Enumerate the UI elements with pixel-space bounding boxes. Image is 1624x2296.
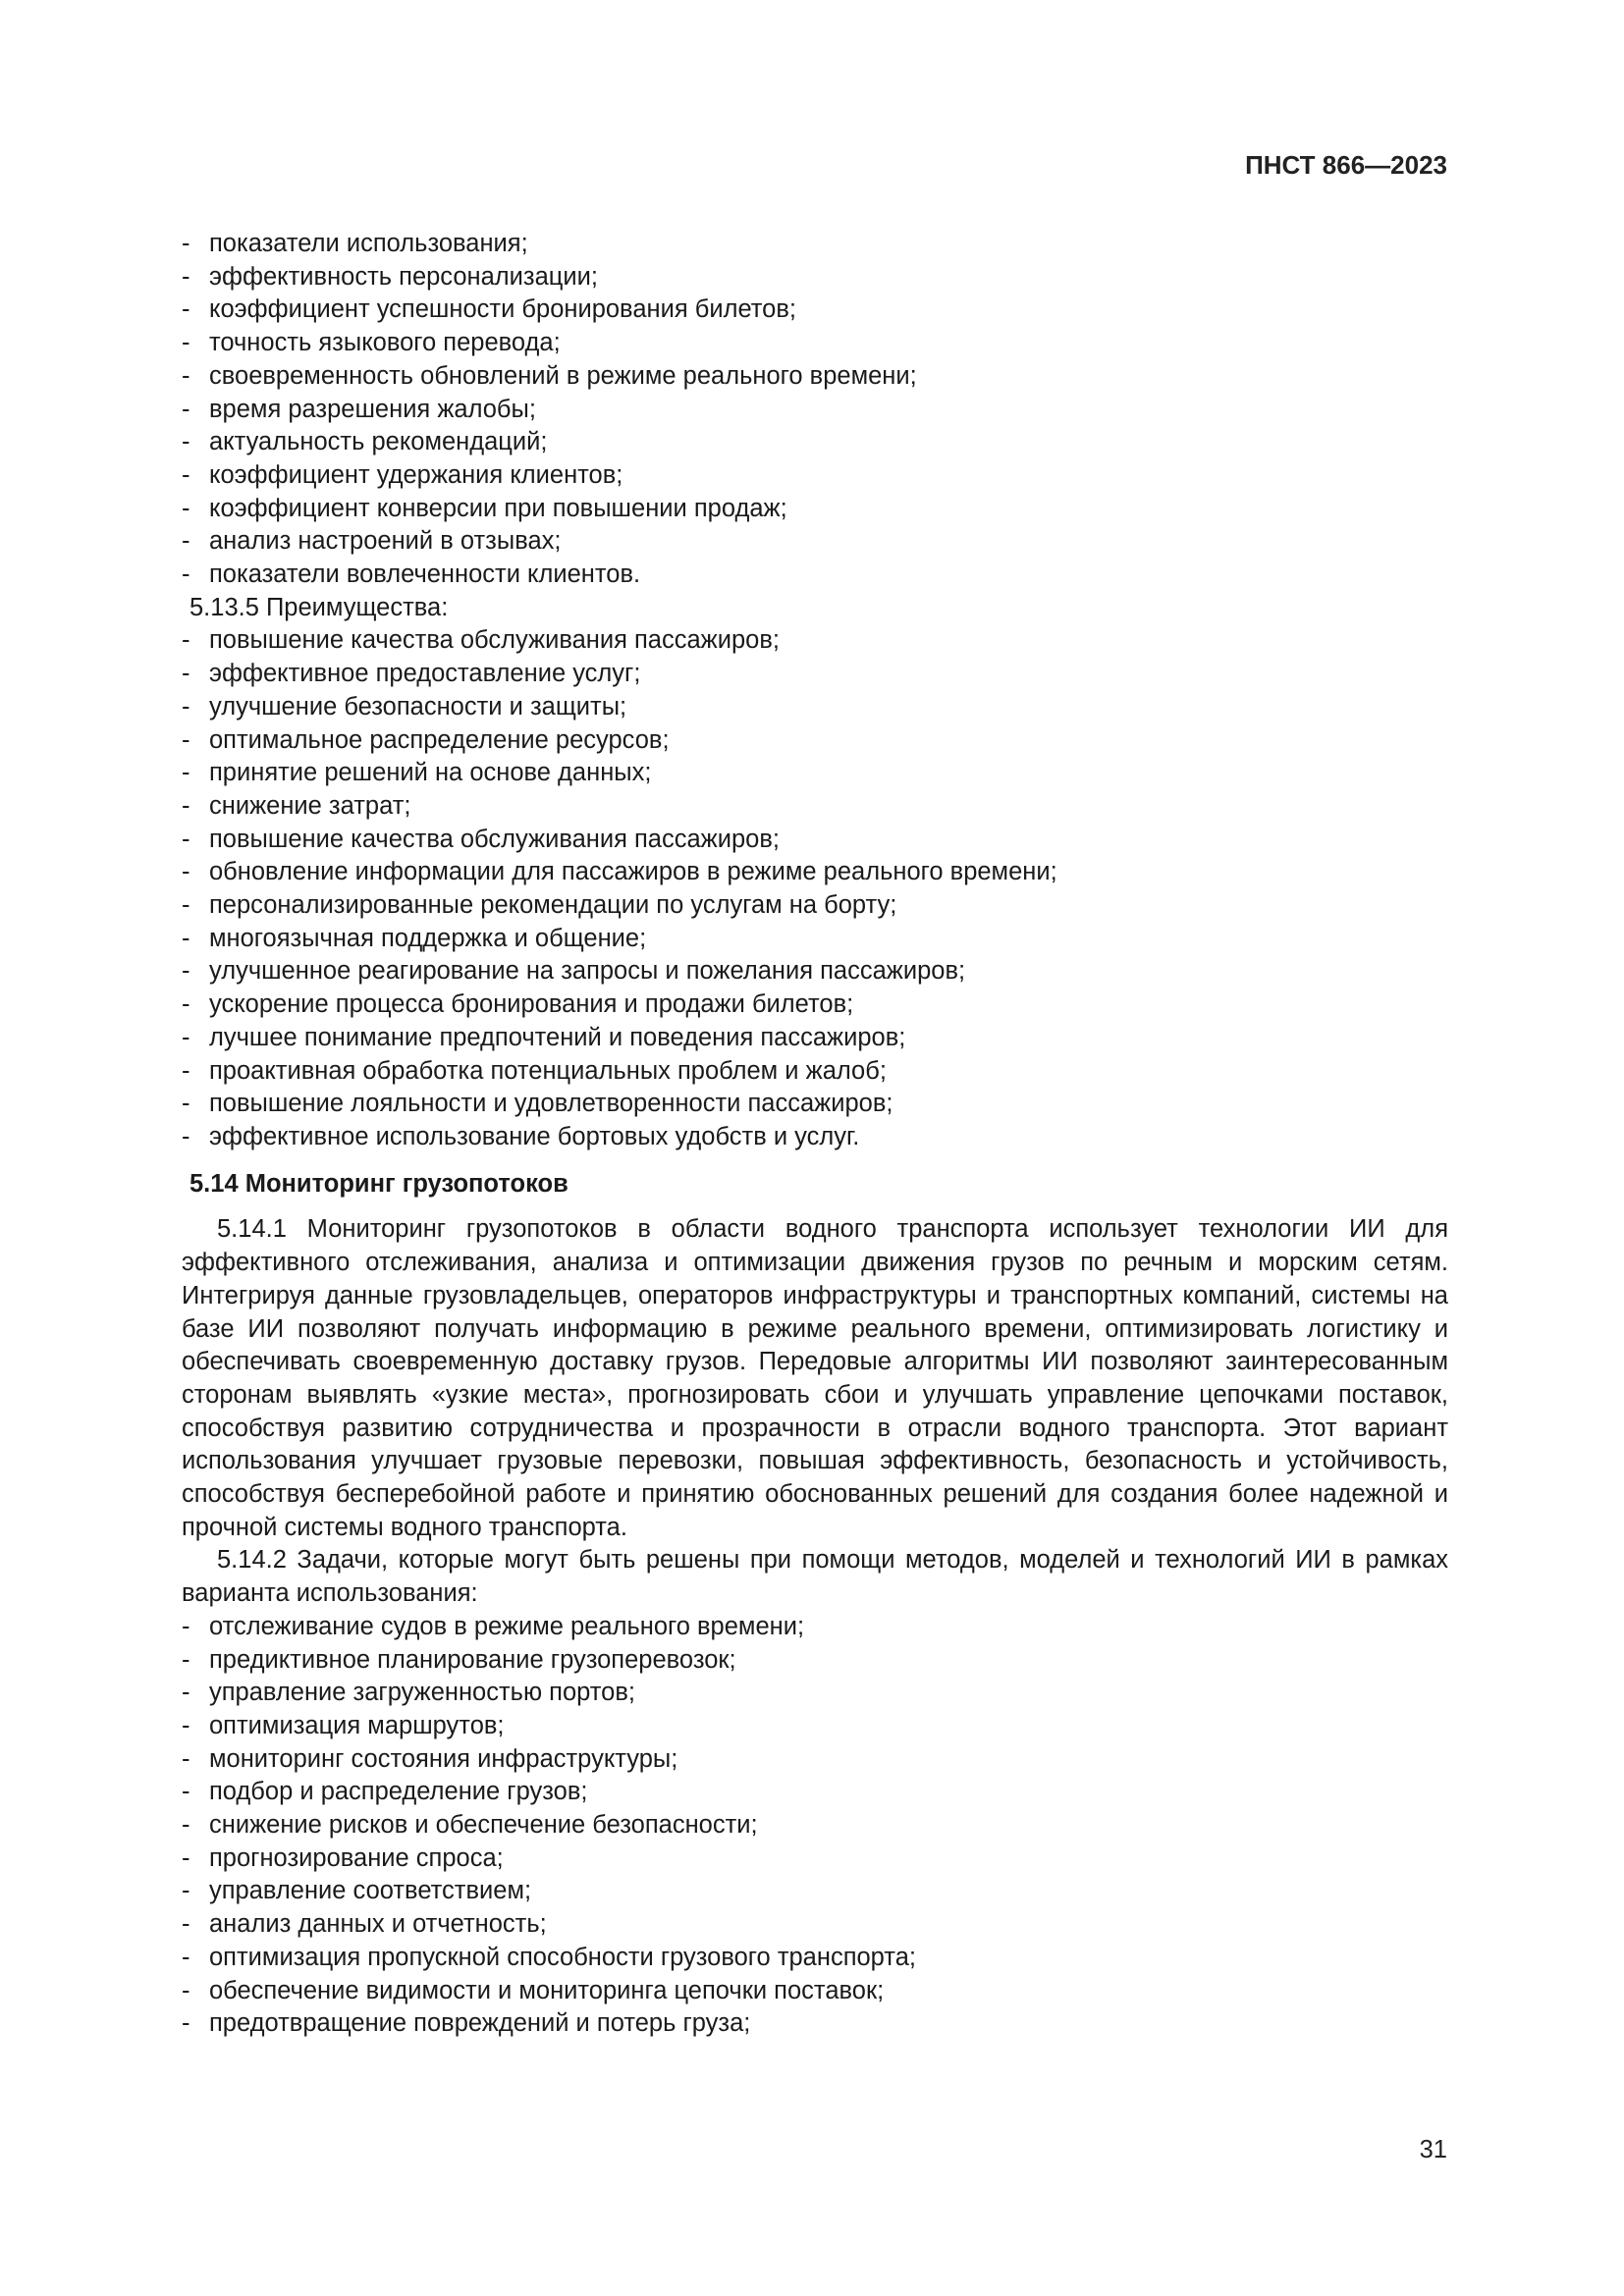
list-item: - показатели вовлеченности клиентов. — [182, 559, 1448, 592]
list-item: - лучшее понимание предпочтений и поведения пассажиров; — [182, 1022, 1448, 1055]
list-item: - анализ данных и отчетность; — [182, 1908, 1448, 1942]
list-item: - оптимальное распределение ресурсов; — [182, 724, 1448, 758]
list-item: - обновление информации для пассажиров в режиме реального времени; — [182, 856, 1448, 889]
list-item: - повышение качества обслуживания пассажиров; — [182, 824, 1448, 857]
list-item: - коэффициент удержания клиентов; — [182, 459, 1448, 493]
list-item: - обеспечение видимости и мониторинга цепочки поставок; — [182, 1975, 1448, 2008]
list-item: - персонализированные рекомендации по услугам на борту; — [182, 889, 1448, 923]
list-item: - мониторинг состояния инфраструктуры; — [182, 1743, 1448, 1777]
list-item: - предотвращение повреждений и потерь груза; — [182, 2007, 1448, 2041]
list-item: - многоязычная поддержка и общение; — [182, 923, 1448, 956]
paragraph-5-14-2: 5.14.2 Задачи, которые могут быть решены при помощи методов, моделей и технологий ИИ в рамках варианта использования: — [182, 1546, 1448, 1608]
list-item: - предиктивное планирование грузоперевозок; — [182, 1644, 1448, 1678]
list-item: - принятие решений на основе данных; — [182, 757, 1448, 790]
list-item: - отслеживание судов в режиме реального времени; — [182, 1611, 1448, 1644]
list-item: - проактивная обработка потенциальных проблем и жалоб; — [182, 1055, 1448, 1089]
list-item: - анализ настроений в отзывах; — [182, 525, 1448, 559]
tasks-list — [182, 1611, 1448, 2041]
benefits-list — [182, 624, 1448, 1153]
list-item: - снижение рисков и обеспечение безопасности; — [182, 1809, 1448, 1842]
list-item: - коэффициент конверсии при повышении продаж; — [182, 493, 1448, 526]
page-content — [182, 228, 1448, 2041]
section-heading-5-14: 5.14 Мониторинг грузопотоков — [189, 1169, 568, 1198]
paragraph-5-14-1: 5.14.1 Мониторинг грузопотоков в области водного транспорта использует технологии ИИ для эффективного отслеживания, анализа и оптимизации движения грузов по речным и морским сетям. Интегрируя данные грузовладельцев, операторов инфраструктуры и транспортных компаний, системы на базе ИИ позволяют получать информацию в режиме реального времени, оптимизировать логистику и обеспечивать своевременную доставку грузов. Передовые алгоритмы ИИ позволяют заинтересованным сторонам выявлять «узкие места», прогнозировать сбои и улучшать управление цепочками поставок, способствуя развитию сотрудничества и прозрачности в отрасли водного транспорта. Этот вариант использования улучшает грузовые перевозки, повышая эффективность, безопасность и устойчивость, способствуя бесперебойной работе и принятию обоснованных решений для создания более надежной и прочной системы водного транспорта. — [182, 1215, 1448, 1541]
list-item: - оптимизация маршрутов; — [182, 1710, 1448, 1743]
list-item: - улучшение безопасности и защиты; — [182, 691, 1448, 724]
list-item: - повышение качества обслуживания пассажиров; — [182, 624, 1448, 658]
list-item: - прогнозирование спроса; — [182, 1842, 1448, 1876]
list-item: - эффективность персонализации; — [182, 261, 1448, 294]
list-item: - коэффициент успешности бронирования билетов; — [182, 294, 1448, 327]
metrics-list — [182, 228, 1448, 592]
list-item: - подбор и распределение грузов; — [182, 1776, 1448, 1809]
document-id-header: ПНСТ 866—2023 — [1245, 150, 1447, 180]
list-item: - снижение затрат; — [182, 790, 1448, 824]
list-item: - ускорение процесса бронирования и продажи билетов; — [182, 988, 1448, 1022]
list-item: - показатели использования; — [182, 228, 1448, 261]
list-item: - управление соответствием; — [182, 1875, 1448, 1908]
list-item: - точность языкового перевода; — [182, 327, 1448, 360]
list-item: - улучшенное реагирование на запросы и пожелания пассажиров; — [182, 955, 1448, 988]
list-item: - своевременность обновлений в режиме реального времени; — [182, 360, 1448, 394]
list-item: - оптимизация пропускной способности грузового транспорта; — [182, 1942, 1448, 1975]
list-item: - управление загруженностью портов; — [182, 1677, 1448, 1710]
list-item: - эффективное предоставление услуг; — [182, 658, 1448, 691]
page-number: 31 — [1419, 2136, 1447, 2163]
clause-5-13-5: 5.13.5 Преимущества: — [189, 593, 449, 621]
list-item: - эффективное использование бортовых удобств и услуг. — [182, 1121, 1448, 1154]
list-item: - время разрешения жалобы; — [182, 394, 1448, 427]
list-item: - повышение лояльности и удовлетворенности пассажиров; — [182, 1088, 1448, 1121]
list-item: - актуальность рекомендаций; — [182, 426, 1448, 459]
